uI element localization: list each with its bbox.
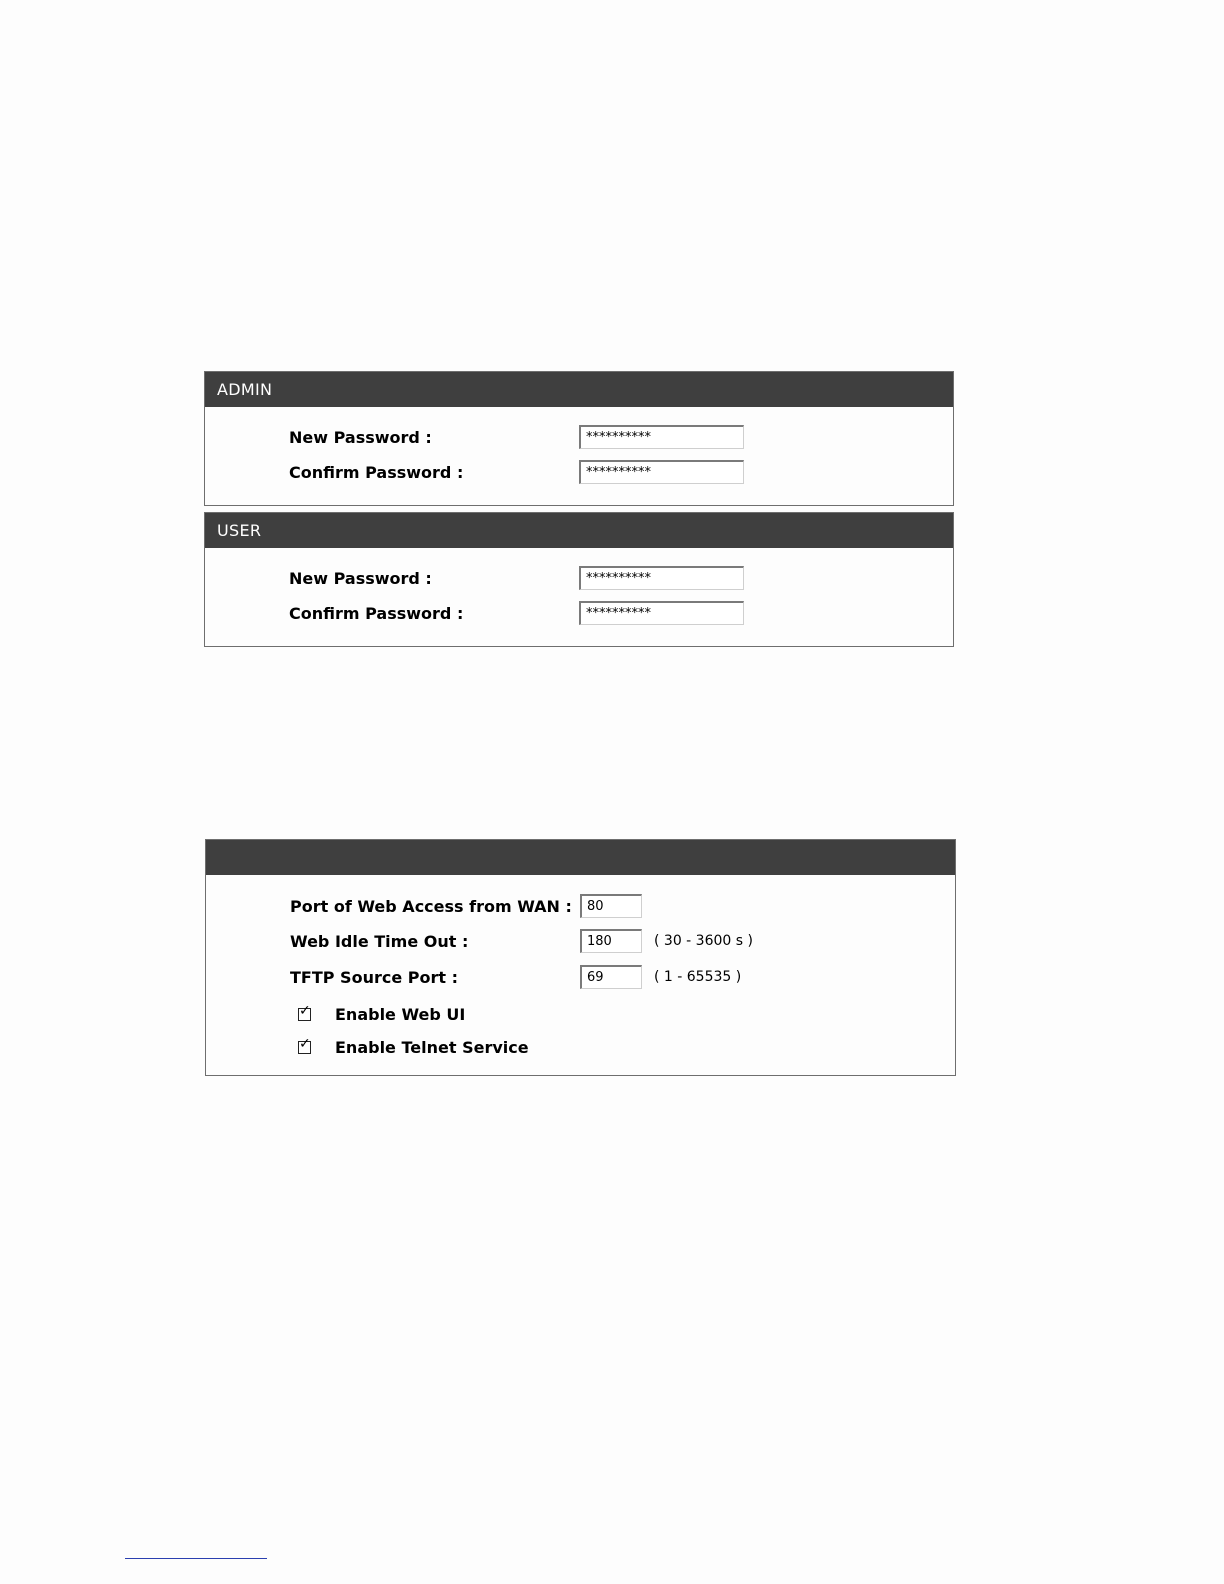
admin-confirm-password-row bbox=[289, 460, 744, 484]
enable-telnet-row bbox=[298, 1036, 529, 1058]
user-panel-header: USER bbox=[205, 513, 953, 548]
admin-panel bbox=[204, 371, 954, 506]
web-idle-timeout-input[interactable] bbox=[580, 929, 642, 953]
user-panel bbox=[204, 512, 954, 647]
enable-web-ui-row bbox=[298, 1003, 465, 1025]
web-access-port-label: Port of Web Access from WAN : bbox=[290, 896, 572, 916]
admin-confirm-password-input[interactable] bbox=[579, 460, 744, 484]
footnote-separator bbox=[125, 1558, 267, 1559]
admin-confirm-password-label: Confirm Password : bbox=[289, 462, 464, 482]
web-idle-timeout-label: Web Idle Time Out : bbox=[290, 931, 469, 951]
web-idle-timeout-row bbox=[290, 929, 753, 953]
web-idle-timeout-range-hint: ( 30 - 3600 s ) bbox=[654, 933, 753, 949]
admin-new-password-label: New Password : bbox=[289, 427, 432, 447]
tftp-source-port-input[interactable] bbox=[580, 965, 642, 989]
enable-telnet-label: Enable Telnet Service bbox=[335, 1037, 529, 1057]
web-access-port-row bbox=[290, 894, 642, 918]
web-access-port-input[interactable] bbox=[580, 894, 642, 918]
checkmark-icon: ✓ bbox=[299, 1035, 311, 1052]
user-confirm-password-label: Confirm Password : bbox=[289, 603, 464, 623]
user-new-password-label: New Password : bbox=[289, 568, 432, 588]
tftp-source-port-label: TFTP Source Port : bbox=[290, 967, 458, 987]
checkmark-icon: ✓ bbox=[299, 1002, 311, 1019]
tftp-source-port-range-hint: ( 1 - 65535 ) bbox=[654, 969, 742, 985]
enable-telnet-checkbox[interactable] bbox=[298, 1035, 311, 1054]
admin-new-password-row bbox=[289, 425, 744, 449]
remote-management-panel bbox=[205, 839, 956, 1076]
remote-management-panel-header bbox=[206, 840, 955, 875]
user-confirm-password-input[interactable] bbox=[579, 601, 744, 625]
user-new-password-input[interactable] bbox=[579, 566, 744, 590]
admin-panel-header: ADMIN bbox=[205, 372, 953, 407]
enable-web-ui-label: Enable Web UI bbox=[335, 1004, 466, 1024]
tftp-source-port-row bbox=[290, 965, 741, 989]
user-confirm-password-row bbox=[289, 601, 744, 625]
enable-web-ui-checkbox[interactable] bbox=[298, 1002, 311, 1021]
user-new-password-row bbox=[289, 566, 744, 590]
admin-new-password-input[interactable] bbox=[579, 425, 744, 449]
